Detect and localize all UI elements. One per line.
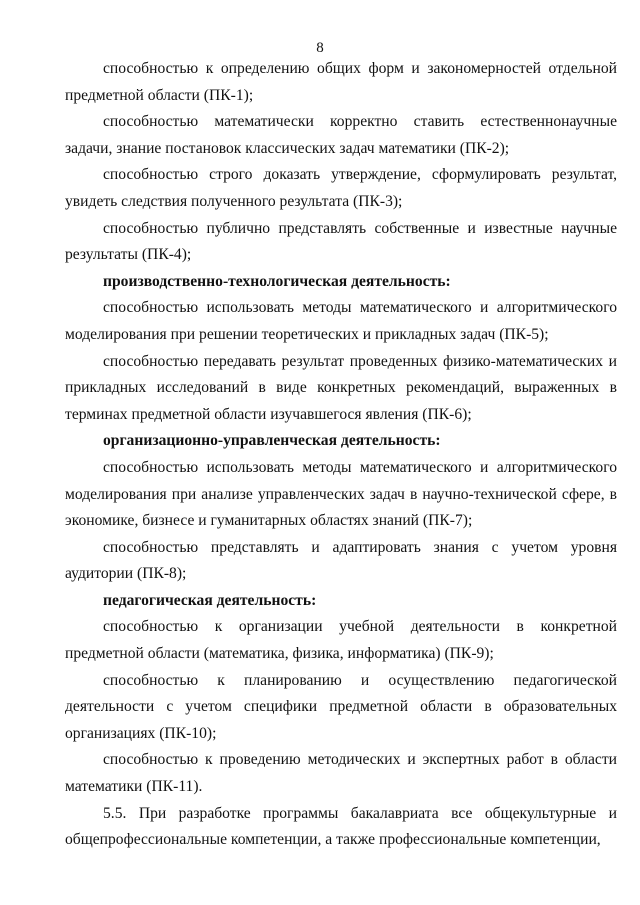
section-heading-production: производственно-технологическая деятельность: <box>103 272 451 290</box>
section-heading-pedagogical: педагогическая деятельность: <box>103 591 317 609</box>
paragraph-pk-4: способностью публично представлять собственные и известные научные результаты (ПК-4); <box>65 219 617 264</box>
paragraph-pk-3: способностью строго доказать утверждение, сформулировать результат, увидеть следствия полученного результата (ПК-3); <box>65 166 617 210</box>
page-number: 8 <box>316 40 324 56</box>
paragraph-pk-8: способностью представлять и адаптировать знания с учетом уровня аудитории (ПК-8); <box>65 538 617 583</box>
paragraph-5-5: 5.5. При разработке программы бакалавриата все общекультурные и общепрофессиональные компетенции, а также профессиональные компетенции, <box>65 804 617 849</box>
paragraph-pk-1: способностью к определению общих форм и закономерностей отдельной предметной области (ПК-1); <box>65 60 617 104</box>
paragraph-pk-11: способностью к проведению методических и экспертных работ в области математики (ПК-11). <box>65 751 617 796</box>
paragraph-pk-6: способностью передавать результат проведенных физико-математических и прикладных исследований в виде конкретных рекомендаций, выраженных в терминах предметной области изучавшегося явления (ПК-6); <box>65 352 617 423</box>
section-heading-management: организационно-управленческая деятельность: <box>103 432 441 450</box>
document-body <box>65 56 617 854</box>
paragraph-pk-5: способностью использовать методы математического и алгоритмического моделирования при решении теоретических и прикладных задач (ПК-5); <box>65 299 617 343</box>
paragraph-pk-10: способностью к планированию и осуществлению педагогической деятельности с учетом специфики предметной области в образовательных организациях (ПК-10); <box>65 671 617 742</box>
paragraph-pk-9: способностью к организации учебной деятельности в конкретной предметной области (математика, физика, информатика) (ПК-9); <box>65 618 617 663</box>
paragraph-pk-2: способностью математически корректно ставить естественнонаучные задачи, знание постановок классических задач математики (ПК-2); <box>65 113 617 157</box>
paragraph-pk-7: способностью использовать методы математического и алгоритмического моделирования при анализе управленческих задач в научно-технической сфере, в экономике, бизнесе и гуманитарных областях знаний (ПК-7); <box>65 458 617 530</box>
